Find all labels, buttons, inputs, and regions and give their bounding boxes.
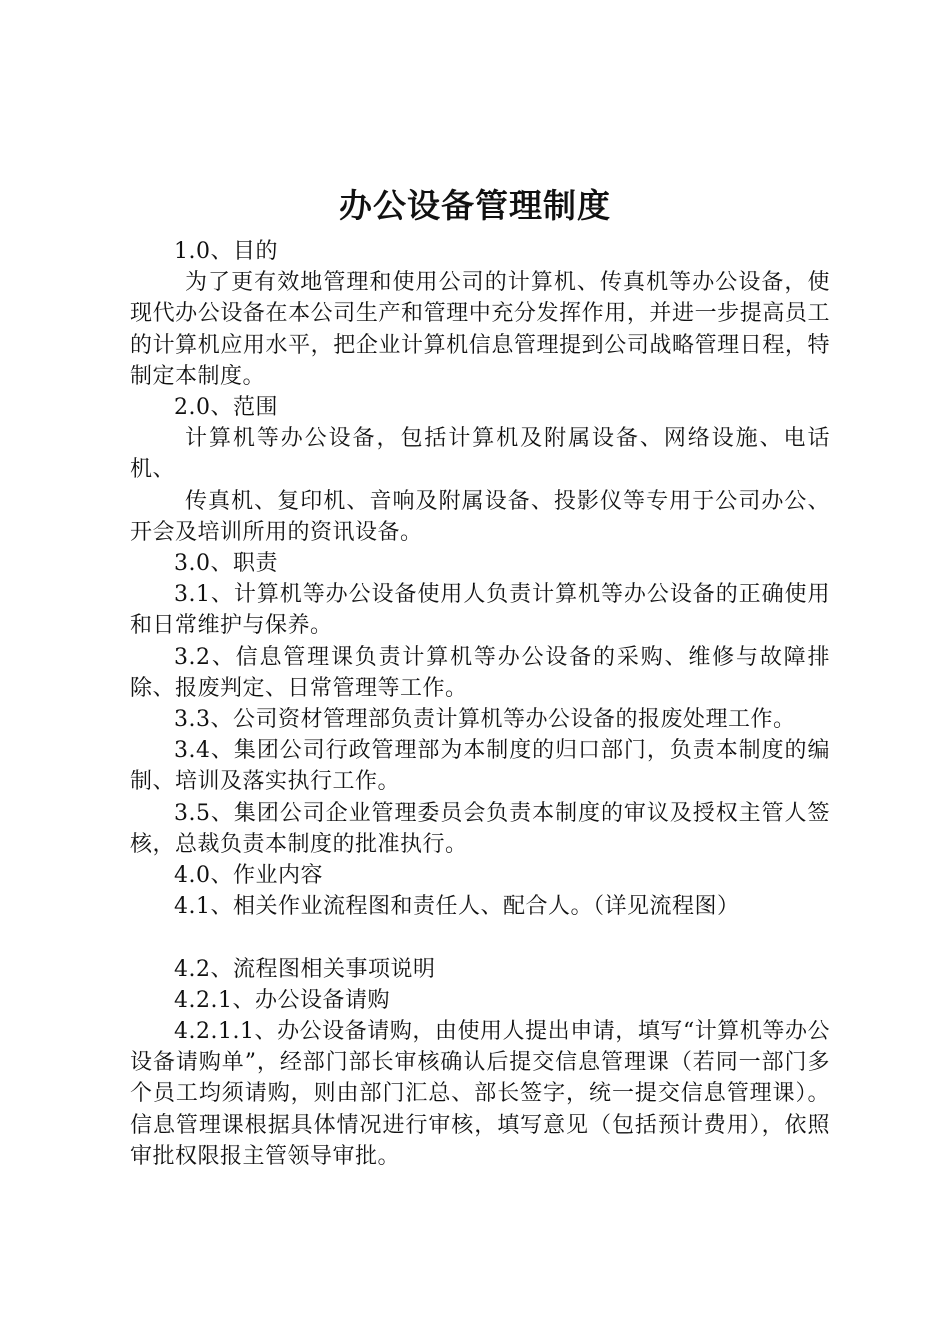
work-item-4-2-1-1: 4.2.1.1、办公设备请购，由使用人提出申请，填写“计算机等办公设备请购单”，经部门部长审核确认后提交信息管理课（若同一部门多个员工均须请购，则由部门汇总、部长签字，统一提交信息管理课）。信息管理课根据具体情况进行审核，填写意见（包括预计费用），依照审批权限报主管领导审批。 <box>130 1019 830 1169</box>
work-item-4-2-1: 4.2.1、办公设备请购 <box>174 987 390 1013</box>
section-heading-scope: 2.0、范围 <box>174 395 278 421</box>
purpose-paragraph: 为了更有效地管理和使用公司的计算机、传真机等办公设备，使现代办公设备在本公司生产和管理中充分发挥作用，并进一步提高员工的计算机应用水平，把企业计算机信息管理提到公司战略管理日程，特制定本制度。 <box>130 270 830 389</box>
section-heading-purpose: 1.0、目的 <box>174 239 278 264</box>
scope-paragraph-1: 计算机等办公设备，包括计算机及附属设备、网络设施、电话机、 <box>130 426 830 483</box>
blank-line <box>130 922 830 953</box>
section-heading-duties: 3.0、职责 <box>174 551 278 577</box>
work-item-4-1: 4.1、相关作业流程图和责任人、配合人。（详见流程图） <box>174 894 740 920</box>
section-heading-work-content: 4.0、作业内容 <box>174 863 323 889</box>
document-title: 办公设备管理制度 <box>339 186 611 225</box>
duty-item-3-2: 3.2、信息管理课负责计算机等办公设备的采购、维修与故障排除、报废判定、日常管理等工作。 <box>130 644 830 701</box>
duty-item-3-1: 3.1、计算机等办公设备使用人负责计算机等办公设备的正确使用和日常维护与保养。 <box>130 582 830 639</box>
document-body <box>130 236 830 1172</box>
duty-item-3-4: 3.4、集团公司行政管理部为本制度的归口部门，负责本制度的编制、培训及落实执行工作。 <box>130 738 830 795</box>
scope-paragraph-2: 传真机、复印机、音响及附属设备、投影仪等专用于公司办公、开会及培训所用的资讯设备。 <box>130 488 830 545</box>
duty-item-3-5: 3.5、集团公司企业管理委员会负责本制度的审议及授权主管人签核，总裁负责本制度的批准执行。 <box>130 800 830 857</box>
work-item-4-2: 4.2、流程图相关事项说明 <box>174 956 436 982</box>
duty-item-3-3: 3.3、公司资材管理部负责计算机等办公设备的报废处理工作。 <box>174 707 796 733</box>
